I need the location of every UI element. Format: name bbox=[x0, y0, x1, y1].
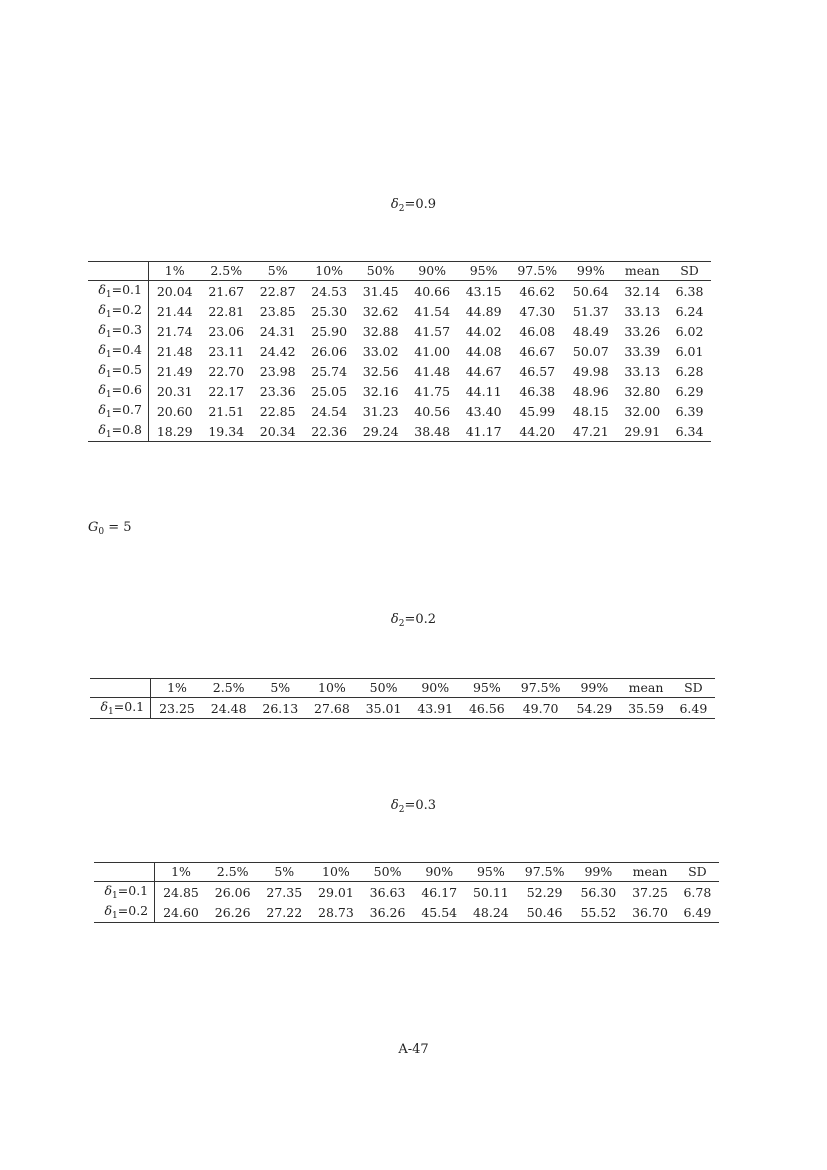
table-cell: 49.70 bbox=[513, 698, 569, 719]
table-cell: 31.45 bbox=[362, 283, 399, 299]
table-cell: 6.02 bbox=[675, 323, 704, 339]
column-header: mean bbox=[620, 679, 672, 698]
corner-cell bbox=[88, 262, 148, 281]
table-cell: 41.57 bbox=[414, 323, 451, 339]
table-cell: 52.29 bbox=[526, 884, 563, 900]
table-cell: 44.67 bbox=[465, 363, 502, 379]
table-cell: 55.52 bbox=[573, 902, 625, 923]
table-cell: 46.08 bbox=[519, 323, 556, 339]
table-cell: 44.20 bbox=[509, 421, 565, 442]
row-subscript: 1 bbox=[105, 290, 112, 300]
column-header: SD bbox=[676, 863, 719, 882]
table-cell: 6.28 bbox=[675, 363, 704, 379]
table-cell: 23.85 bbox=[259, 303, 296, 319]
table-cell: 26.26 bbox=[207, 902, 259, 923]
column-header: 2.5% bbox=[200, 262, 251, 281]
table-cell: 44.08 bbox=[465, 343, 502, 359]
table-cell: 23.36 bbox=[259, 383, 296, 399]
table-row bbox=[88, 321, 711, 341]
table-cell: 49.98 bbox=[572, 363, 609, 379]
table-cell: 19.34 bbox=[200, 421, 251, 442]
table-row bbox=[88, 301, 711, 321]
column-header: 90% bbox=[413, 863, 465, 882]
table-cell: 48.15 bbox=[572, 403, 609, 419]
table-cell: 48.49 bbox=[572, 323, 609, 339]
table-cell: 22.85 bbox=[259, 403, 296, 419]
table-cell: 44.02 bbox=[465, 323, 502, 339]
table-cell: 23.98 bbox=[259, 363, 296, 379]
corner-cell bbox=[90, 679, 151, 698]
row-label bbox=[90, 698, 151, 719]
row-subscript: 1 bbox=[112, 891, 118, 901]
table-cell: 22.70 bbox=[208, 363, 245, 379]
table-cell: 45.54 bbox=[413, 902, 465, 923]
table-cell: 26.06 bbox=[214, 884, 251, 900]
table-row bbox=[94, 882, 719, 903]
table-cell: 43.15 bbox=[465, 283, 502, 299]
table-row bbox=[88, 281, 711, 302]
table-cell: 43.91 bbox=[409, 698, 461, 719]
table-cell: 31.23 bbox=[362, 403, 399, 419]
column-header: 99% bbox=[573, 863, 625, 882]
row-label bbox=[94, 882, 155, 903]
table-cell: 18.29 bbox=[148, 421, 200, 442]
table-cell: 6.29 bbox=[675, 383, 704, 399]
column-header: 50% bbox=[358, 679, 410, 698]
table-cell: 27.68 bbox=[306, 698, 358, 719]
column-header: SD bbox=[672, 679, 715, 698]
table-cell: 46.17 bbox=[421, 884, 458, 900]
table-cell: 25.74 bbox=[311, 363, 348, 379]
column-header: mean bbox=[617, 262, 668, 281]
column-header: 97.5% bbox=[509, 262, 565, 281]
table-cell: 24.42 bbox=[259, 343, 296, 359]
header-row bbox=[94, 863, 719, 882]
table-cell: 20.60 bbox=[156, 403, 193, 419]
table-cell: 38.48 bbox=[406, 421, 457, 442]
row-subscript: 1 bbox=[108, 707, 114, 717]
column-header: 2.5% bbox=[207, 863, 259, 882]
quantile-table-delta2-0.3 bbox=[94, 862, 719, 923]
table-cell: 21.74 bbox=[156, 323, 193, 339]
column-header: 5% bbox=[252, 262, 303, 281]
table-cell: 50.11 bbox=[472, 884, 509, 900]
g0-heading bbox=[88, 520, 132, 537]
table2-caption bbox=[0, 612, 827, 629]
table-cell: 40.66 bbox=[414, 283, 451, 299]
column-header: 97.5% bbox=[517, 863, 573, 882]
table-cell: 6.24 bbox=[675, 303, 704, 319]
table-row bbox=[88, 421, 711, 442]
row-value: =0.6 bbox=[111, 382, 142, 397]
row-value: =0.1 bbox=[113, 699, 145, 714]
table-cell: 46.38 bbox=[519, 383, 556, 399]
table-row bbox=[88, 381, 711, 401]
table-cell: 32.80 bbox=[624, 383, 661, 399]
table-cell: 6.01 bbox=[675, 343, 704, 359]
table-cell: 6.49 bbox=[672, 698, 715, 719]
row-label bbox=[88, 401, 148, 421]
table-cell: 26.13 bbox=[254, 698, 306, 719]
column-header: 50% bbox=[362, 863, 414, 882]
column-header: 10% bbox=[310, 863, 362, 882]
header-row bbox=[90, 679, 715, 698]
table-cell: 24.85 bbox=[163, 884, 199, 900]
row-label bbox=[88, 281, 148, 302]
row-label bbox=[88, 301, 148, 321]
row-subscript: 1 bbox=[105, 390, 112, 400]
table-cell: 37.25 bbox=[632, 884, 668, 900]
table-cell: 21.51 bbox=[208, 403, 245, 419]
row-value: =0.2 bbox=[117, 903, 149, 918]
table-row bbox=[88, 361, 711, 381]
table-cell: 35.01 bbox=[358, 698, 410, 719]
table-row bbox=[88, 341, 711, 361]
table-cell: 33.13 bbox=[624, 363, 661, 379]
table-cell: 41.17 bbox=[458, 421, 509, 442]
table-cell: 21.67 bbox=[208, 283, 245, 299]
table-cell: 51.37 bbox=[572, 303, 609, 319]
row-label bbox=[88, 361, 148, 381]
quantile-table-delta2-0.2 bbox=[90, 678, 715, 719]
table-row bbox=[90, 698, 715, 719]
table-cell: 21.49 bbox=[156, 363, 193, 379]
table-cell: 32.16 bbox=[362, 383, 399, 399]
row-subscript: 1 bbox=[112, 911, 118, 921]
g0-value: = 5 bbox=[104, 520, 132, 535]
row-symbol: δ bbox=[98, 282, 106, 297]
g0-subscript: 0 bbox=[98, 527, 105, 537]
table-cell: 23.06 bbox=[208, 323, 245, 339]
row-label bbox=[88, 341, 148, 361]
table-cell: 32.62 bbox=[362, 303, 399, 319]
row-symbol: δ bbox=[98, 362, 106, 377]
row-value: =0.4 bbox=[111, 342, 142, 357]
table-cell: 36.70 bbox=[624, 902, 676, 923]
caption-subscript: 2 bbox=[398, 204, 405, 214]
table-cell: 22.36 bbox=[303, 421, 354, 442]
row-symbol: δ bbox=[100, 699, 109, 714]
caption-symbol: δ bbox=[390, 612, 399, 627]
row-symbol: δ bbox=[104, 883, 113, 898]
table-cell: 46.67 bbox=[519, 343, 556, 359]
header-row bbox=[88, 262, 711, 281]
table-cell: 50.46 bbox=[517, 902, 573, 923]
table-cell: 24.48 bbox=[203, 698, 255, 719]
row-symbol: δ bbox=[98, 342, 106, 357]
table-cell: 47.30 bbox=[519, 303, 556, 319]
table-cell: 54.29 bbox=[569, 698, 621, 719]
table-cell: 25.90 bbox=[311, 323, 348, 339]
table-cell: 6.38 bbox=[675, 283, 704, 299]
caption-symbol: δ bbox=[390, 197, 399, 212]
row-label bbox=[88, 421, 148, 442]
row-value: =0.2 bbox=[111, 302, 142, 317]
table-cell: 46.56 bbox=[461, 698, 513, 719]
row-subscript: 1 bbox=[105, 350, 112, 360]
column-header: 95% bbox=[465, 863, 517, 882]
table-cell: 41.54 bbox=[414, 303, 451, 319]
row-label bbox=[94, 902, 155, 923]
column-header: 2.5% bbox=[203, 679, 255, 698]
table-cell: 27.22 bbox=[258, 902, 310, 923]
column-header: 99% bbox=[569, 679, 621, 698]
table-cell: 44.89 bbox=[465, 303, 502, 319]
row-value: =0.1 bbox=[111, 282, 142, 297]
row-symbol: δ bbox=[98, 402, 106, 417]
table-row bbox=[88, 401, 711, 421]
row-value: =0.5 bbox=[111, 362, 142, 377]
table3-caption bbox=[0, 798, 827, 815]
table-cell: 36.63 bbox=[369, 884, 406, 900]
table1-caption bbox=[0, 197, 827, 214]
caption-subscript: 2 bbox=[398, 619, 405, 629]
table-row bbox=[94, 902, 719, 923]
column-header: 10% bbox=[303, 262, 354, 281]
table-cell: 22.87 bbox=[259, 283, 296, 299]
g0-symbol: G bbox=[88, 520, 99, 535]
table-cell: 33.26 bbox=[624, 323, 661, 339]
row-subscript: 1 bbox=[105, 370, 112, 380]
column-header: 5% bbox=[258, 863, 310, 882]
column-header: 50% bbox=[355, 262, 406, 281]
table-cell: 41.75 bbox=[414, 383, 451, 399]
table-cell: 24.31 bbox=[259, 323, 296, 339]
table-cell: 56.30 bbox=[580, 884, 617, 900]
table-cell: 25.30 bbox=[311, 303, 348, 319]
table-cell: 48.24 bbox=[465, 902, 517, 923]
table-cell: 41.48 bbox=[414, 363, 451, 379]
row-subscript: 1 bbox=[105, 410, 112, 420]
table-cell: 22.81 bbox=[208, 303, 245, 319]
table-cell: 40.56 bbox=[414, 403, 451, 419]
column-header: 95% bbox=[458, 262, 509, 281]
row-symbol: δ bbox=[104, 903, 113, 918]
table-cell: 33.39 bbox=[624, 343, 661, 359]
caption-symbol: δ bbox=[390, 798, 399, 813]
row-label bbox=[88, 381, 148, 401]
quantile-table-delta2-0.9 bbox=[88, 261, 711, 442]
row-symbol: δ bbox=[98, 422, 106, 437]
table-cell: 26.06 bbox=[311, 343, 348, 359]
table-cell: 22.17 bbox=[208, 383, 245, 399]
row-symbol: δ bbox=[98, 382, 106, 397]
table-cell: 20.04 bbox=[156, 283, 193, 299]
table-cell: 29.01 bbox=[318, 884, 354, 900]
table-cell: 23.11 bbox=[208, 343, 245, 359]
table-cell: 6.49 bbox=[676, 902, 719, 923]
caption-subscript: 2 bbox=[398, 805, 405, 815]
row-subscript: 1 bbox=[105, 330, 112, 340]
table-cell: 45.99 bbox=[519, 403, 556, 419]
table-cell: 50.64 bbox=[572, 283, 609, 299]
table-cell: 43.40 bbox=[465, 403, 502, 419]
column-header: 1% bbox=[155, 863, 207, 882]
table-cell: 50.07 bbox=[572, 343, 609, 359]
table-cell: 44.11 bbox=[465, 383, 502, 399]
row-value: =0.3 bbox=[111, 322, 142, 337]
table-cell: 48.96 bbox=[572, 383, 609, 399]
table-cell: 46.57 bbox=[519, 363, 556, 379]
row-symbol: δ bbox=[98, 302, 106, 317]
table-cell: 24.53 bbox=[311, 283, 348, 299]
table-cell: 46.62 bbox=[519, 283, 556, 299]
table-cell: 21.48 bbox=[156, 343, 193, 359]
table-cell: 47.21 bbox=[565, 421, 616, 442]
table-cell: 33.02 bbox=[362, 343, 399, 359]
row-subscript: 1 bbox=[105, 310, 112, 320]
column-header: 1% bbox=[148, 262, 200, 281]
table-cell: 29.91 bbox=[617, 421, 668, 442]
table-cell: 35.59 bbox=[620, 698, 672, 719]
column-header: 90% bbox=[406, 262, 457, 281]
row-value: =0.1 bbox=[117, 883, 149, 898]
table-cell: 27.35 bbox=[266, 884, 303, 900]
column-header: 1% bbox=[151, 679, 203, 698]
column-header: mean bbox=[624, 863, 676, 882]
table-cell: 20.31 bbox=[156, 383, 193, 399]
column-header: 99% bbox=[565, 262, 616, 281]
table-cell: 6.78 bbox=[683, 884, 712, 900]
row-label bbox=[88, 321, 148, 341]
column-header: 90% bbox=[409, 679, 461, 698]
column-header: SD bbox=[668, 262, 711, 281]
table-cell: 6.39 bbox=[675, 403, 704, 419]
table-cell: 24.60 bbox=[155, 902, 207, 923]
row-subscript: 1 bbox=[105, 430, 112, 440]
column-header: 95% bbox=[461, 679, 513, 698]
table-cell: 41.00 bbox=[414, 343, 451, 359]
table-cell: 25.05 bbox=[311, 383, 348, 399]
table-cell: 33.13 bbox=[624, 303, 661, 319]
caption-value: =0.9 bbox=[404, 197, 437, 212]
table-cell: 32.88 bbox=[362, 323, 399, 339]
table-cell: 32.14 bbox=[624, 283, 661, 299]
table-cell: 20.34 bbox=[252, 421, 303, 442]
page-number: A-47 bbox=[398, 1042, 429, 1057]
row-value: =0.7 bbox=[111, 402, 142, 417]
row-symbol: δ bbox=[98, 322, 106, 337]
table-cell: 36.26 bbox=[362, 902, 414, 923]
corner-cell bbox=[94, 863, 155, 882]
table-cell: 29.24 bbox=[355, 421, 406, 442]
table-cell: 21.44 bbox=[156, 303, 193, 319]
table-cell: 6.34 bbox=[668, 421, 711, 442]
caption-value: =0.2 bbox=[404, 612, 437, 627]
column-header: 5% bbox=[254, 679, 306, 698]
column-header: 10% bbox=[306, 679, 358, 698]
table-cell: 32.56 bbox=[362, 363, 399, 379]
table-cell: 28.73 bbox=[310, 902, 362, 923]
caption-value: =0.3 bbox=[404, 798, 437, 813]
table-cell: 24.54 bbox=[311, 403, 348, 419]
table-cell: 32.00 bbox=[624, 403, 661, 419]
table-cell: 23.25 bbox=[151, 698, 203, 719]
column-header: 97.5% bbox=[513, 679, 569, 698]
row-value: =0.8 bbox=[111, 422, 142, 437]
